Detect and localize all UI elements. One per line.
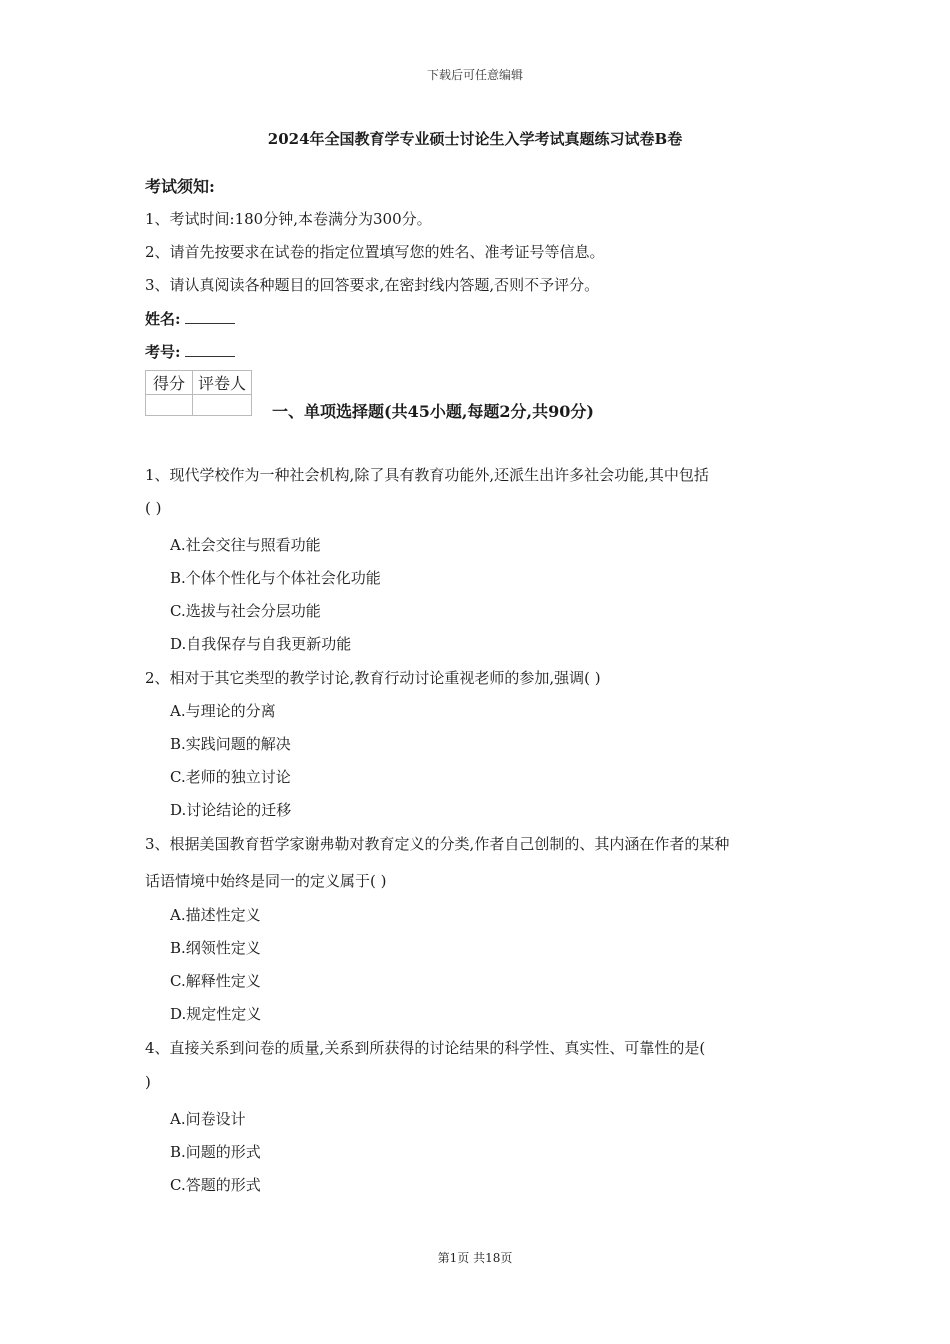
score-table <box>145 370 252 416</box>
notice-item: 1、考试时间:180分钟,本卷满分为300分。 <box>145 210 432 228</box>
page-header: 下载后可任意编辑 <box>426 68 523 82</box>
question-text: 话语情境中始终是同一的定义属于( ) <box>145 872 387 890</box>
answer-option[interactable]: C.解释性定义 <box>170 972 261 990</box>
notice-item: 2、请首先按要求在试卷的指定位置填写您的姓名、准考证号等信息。 <box>145 243 605 261</box>
question-text: 4、直接关系到问卷的质量,关系到所获得的讨论结果的科学性、真实性、可靠性的是( <box>145 1039 706 1057</box>
id-field <box>145 341 235 362</box>
answer-option[interactable]: B.实践问题的解决 <box>170 735 291 753</box>
answer-option[interactable]: A.描述性定义 <box>170 906 261 924</box>
document-title: 2024年全国教育学专业硕士讨论生入学考试真题练习试卷B卷 <box>267 130 683 148</box>
answer-option[interactable]: B.问题的形式 <box>170 1143 261 1161</box>
grader-cell[interactable] <box>193 395 252 416</box>
section-title: 一、单项选择题(共45小题,每题2分,共90分) <box>272 402 594 421</box>
answer-option[interactable]: B.个体个性化与个体社会化功能 <box>170 569 381 587</box>
question-text: 1、现代学校作为一种社会机构,除了具有教育功能外,还派生出许多社会功能,其中包括 <box>145 466 709 484</box>
notice-item: 3、请认真阅读各种题目的回答要求,在密封线内答题,否则不予评分。 <box>145 276 600 294</box>
answer-option[interactable]: C.老师的独立讨论 <box>170 768 291 786</box>
answer-option[interactable]: A.与理论的分离 <box>170 702 276 720</box>
answer-option[interactable]: C.选拔与社会分层功能 <box>170 602 321 620</box>
score-cell[interactable] <box>146 395 193 416</box>
answer-option[interactable]: C.答题的形式 <box>170 1176 261 1194</box>
question-text: 3、根据美国教育哲学家谢弗勒对教育定义的分类,作者自己创制的、其内涵在作者的某种 <box>145 835 730 853</box>
answer-option[interactable]: D.自我保存与自我更新功能 <box>170 635 352 653</box>
id-blank[interactable] <box>185 342 235 357</box>
name-field <box>145 308 235 329</box>
id-label: 考号: <box>145 343 181 361</box>
name-label: 姓名: <box>145 310 181 328</box>
score-header: 得分 <box>146 371 193 395</box>
notice-heading: 考试须知: <box>145 177 215 196</box>
answer-option[interactable]: A.问卷设计 <box>170 1110 246 1128</box>
name-blank[interactable] <box>185 309 235 324</box>
grader-header: 评卷人 <box>193 371 252 395</box>
answer-option[interactable]: B.纲领性定义 <box>170 939 261 957</box>
question-text: ) <box>145 1073 151 1091</box>
answer-option[interactable]: A.社会交往与照看功能 <box>170 536 321 554</box>
answer-option[interactable]: D.讨论结论的迁移 <box>170 801 292 819</box>
question-text: ( ) <box>145 499 162 517</box>
answer-option[interactable]: D.规定性定义 <box>170 1005 262 1023</box>
question-text: 2、相对于其它类型的教学讨论,教育行动讨论重视老师的参加,强调( ) <box>145 669 601 687</box>
page-footer: 第1页 共18页 <box>437 1251 513 1265</box>
